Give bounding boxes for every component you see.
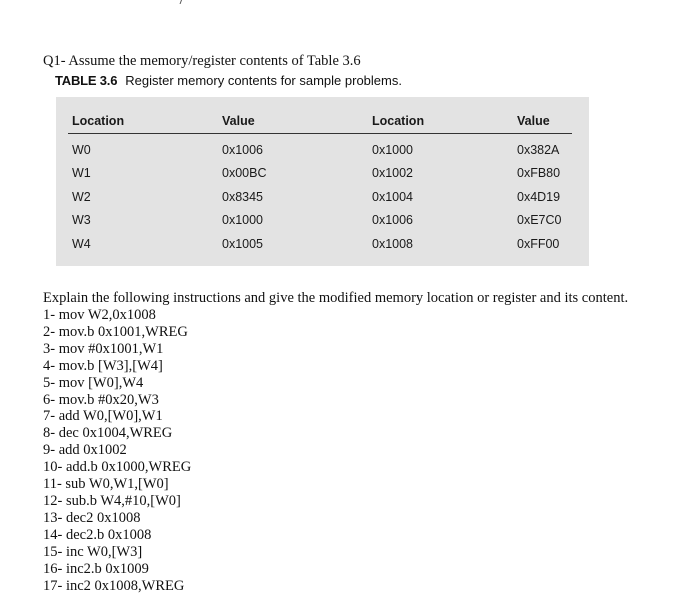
- instruction-item: 13- dec2 0x1008: [43, 509, 141, 526]
- instruction-item: 14- dec2.b 0x1008: [43, 526, 152, 543]
- instruction-item: 7- add W0,[W0],W1: [43, 408, 163, 425]
- instruction-item: 5- mov [W0],W4: [43, 374, 144, 391]
- instruction-item: 9- add 0x1002: [43, 442, 127, 459]
- instruction-item: 11- sub W0,W1,[W0]: [43, 476, 169, 493]
- table-cell: 0x1006: [222, 143, 264, 157]
- table-caption-label: TABLE 3.6: [55, 73, 118, 88]
- instruction-item: 12- sub.b W4,#10,[W0]: [43, 492, 181, 509]
- table-cell: 0x1000: [372, 143, 414, 157]
- instruction-item: 4- mov.b [W3],[W4]: [43, 357, 163, 374]
- cropped-glyph-mark: [176, 0, 184, 4]
- table-cell: 0x1006: [372, 213, 414, 227]
- instructions-prompt: Explain the following instructions and give the modified memory location or register and its content.: [43, 290, 629, 306]
- header-divider: [68, 133, 572, 134]
- instruction-item: 6- mov.b #0x20,W3: [43, 391, 159, 408]
- instruction-item: 8- dec 0x1004,WREG: [43, 425, 173, 442]
- table-row: [56, 140, 589, 160]
- header-location: Location: [372, 114, 425, 128]
- instruction-item: 2- mov.b 0x1001,WREG: [43, 323, 188, 340]
- table-row: [56, 187, 589, 207]
- question-heading: Q1- Assume the memory/register contents of Table 3.6: [43, 53, 361, 69]
- table-cell: 0x382A: [517, 143, 560, 157]
- instruction-item: 3- mov #0x1001,W1: [43, 340, 164, 357]
- instruction-item: 16- inc2.b 0x1009: [43, 560, 149, 577]
- table-row: [56, 234, 589, 254]
- instruction-item: 1- mov W2,0x1008: [43, 307, 156, 323]
- table-cell: W1: [72, 166, 91, 180]
- instruction-item: 15- inc W0,[W3]: [43, 543, 143, 560]
- table-cell: W0: [72, 143, 91, 157]
- header-value: Value: [517, 114, 550, 128]
- table-cell: 0xFB80: [517, 166, 561, 180]
- instruction-item: 10- add.b 0x1000,WREG: [43, 459, 192, 476]
- table-cell: 0x00BC: [222, 166, 267, 180]
- table-cell: 0x8345: [222, 190, 264, 204]
- header-value: Value: [222, 114, 255, 128]
- instruction-list: [43, 307, 191, 594]
- table-row: [56, 163, 589, 183]
- table-row: [56, 210, 589, 230]
- table-header-row: [56, 111, 589, 131]
- table-caption-text: Register memory contents for sample problems.: [125, 73, 402, 88]
- table-cell: 0x1008: [372, 237, 414, 251]
- table-cell: W4: [72, 237, 91, 251]
- table-cell: 0xFF00: [517, 237, 560, 251]
- table-cell: 0x1005: [222, 237, 264, 251]
- table-cell: W3: [72, 213, 91, 227]
- instruction-item: 17- inc2 0x1008,WREG: [43, 577, 185, 594]
- table-cell: 0x1004: [372, 190, 414, 204]
- register-memory-table: [56, 97, 589, 266]
- header-location: Location: [72, 114, 125, 128]
- table-cell: 0x4D19: [517, 190, 561, 204]
- table-cell: 0x1002: [372, 166, 414, 180]
- table-cell: 0x1000: [222, 213, 264, 227]
- table-cell: 0xE7C0: [517, 213, 562, 227]
- table-cell: W2: [72, 190, 91, 204]
- table-caption: [55, 72, 402, 90]
